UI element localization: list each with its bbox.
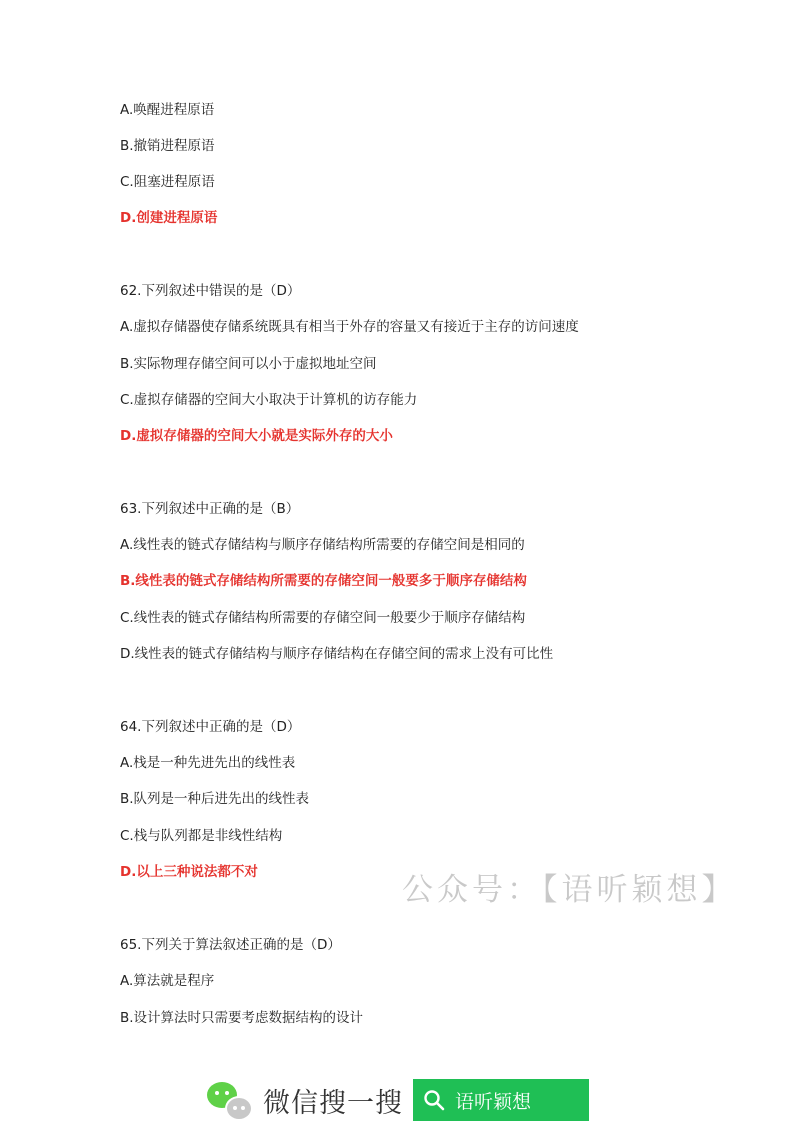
q61-option-c: C.阻塞进程原语	[120, 174, 215, 190]
q64-stem: 64.下列叙述中正确的是（D）	[120, 719, 301, 735]
q62-option-d-answer: D.虚拟存储器的空间大小就是实际外存的大小	[120, 428, 393, 444]
q61-option-b: B.撤销进程原语	[120, 138, 215, 154]
q65-option-b: B.设计算法时只需要考虑数据结构的设计	[120, 1010, 364, 1026]
q63-stem: 63.下列叙述中正确的是（B）	[120, 501, 300, 517]
q62-option-c: C.虚拟存储器的空间大小取决于计算机的访存能力	[120, 392, 418, 408]
q65-option-a: A.算法就是程序	[120, 973, 215, 989]
wechat-search-label: 微信搜一搜	[263, 1087, 403, 1119]
q63-option-c: C.线性表的链式存储结构所需要的存储空间一般要少于顺序存储结构	[120, 610, 526, 626]
search-button-label: 语听颖想	[455, 1090, 532, 1113]
q64-option-c: C.栈与队列都是非线性结构	[120, 828, 283, 844]
q65-stem: 65.下列关于算法叙述正确的是（D）	[120, 937, 341, 953]
q64-option-b: B.队列是一种后进先出的线性表	[120, 791, 310, 807]
q62-stem: 62.下列叙述中错误的是（D）	[120, 283, 301, 299]
q63-option-d: D.线性表的链式存储结构与顺序存储结构在存储空间的需求上没有可比性	[120, 646, 554, 662]
watermark-text: 公众号：【语听颖想】	[402, 872, 737, 908]
q63-option-b-answer: B.线性表的链式存储结构所需要的存储空间一般要多于顺序存储结构	[120, 573, 527, 589]
q64-option-d-answer: D.以上三种说法都不对	[120, 864, 258, 880]
search-button[interactable]	[413, 1079, 589, 1121]
q61-option-a: A.唤醒进程原语	[120, 102, 215, 118]
q62-option-a: A.虚拟存储器使存储系统既具有相当于外存的容量又有接近于主存的访问速度	[120, 319, 579, 335]
search-icon	[423, 1089, 445, 1111]
q62-option-b: B.实际物理存储空间可以小于虚拟地址空间	[120, 356, 377, 372]
q64-option-a: A.栈是一种先进先出的线性表	[120, 755, 296, 771]
wechat-search-banner	[205, 1078, 589, 1122]
q63-option-a: A.线性表的链式存储结构与顺序存储结构所需要的存储空间是相同的	[120, 537, 525, 553]
wechat-logo-icon	[205, 1078, 255, 1122]
q61-option-d-answer: D.创建进程原语	[120, 210, 218, 226]
